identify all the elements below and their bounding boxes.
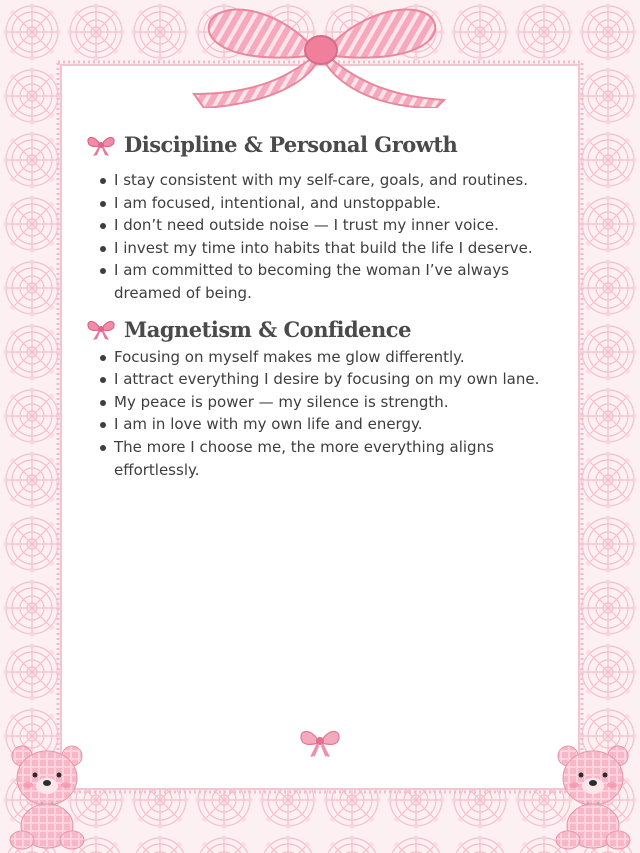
section-heading (86, 317, 556, 342)
list-item: The more I choose me, the more everything aligns effortlessly. (98, 436, 556, 481)
teddy-bear-icon (6, 742, 90, 850)
list-item: Focusing on myself makes me glow differently. (98, 346, 556, 369)
ribbon-bow-icon (86, 133, 116, 157)
affirmation-list (86, 346, 556, 482)
affirmations-content (86, 132, 556, 493)
list-item: I don’t need outside noise — I trust my inner voice. (98, 214, 556, 237)
affirmation-list (86, 169, 556, 305)
list-item: I stay consistent with my self-care, goals, and routines. (98, 169, 556, 192)
list-item: I am focused, intentional, and unstoppable. (98, 192, 556, 215)
list-item: I am committed to becoming the woman I’ve always dreamed of being. (98, 259, 556, 304)
teddy-bear-icon (552, 742, 636, 850)
small-bow-icon (298, 726, 342, 758)
list-item: I invest my time into habits that build the life I deserve. (98, 237, 556, 260)
ribbon-bow-icon (190, 4, 452, 108)
list-item: I am in love with my own life and energy. (98, 413, 556, 436)
list-item: My peace is power — my silence is strength. (98, 391, 556, 414)
section-title: Discipline & Personal Growth (124, 132, 458, 157)
section-heading (86, 132, 556, 157)
section-title: Magnetism & Confidence (124, 316, 411, 342)
ribbon-bow-icon (86, 317, 116, 341)
list-item: I attract everything I desire by focusing on my own lane. (98, 368, 556, 391)
